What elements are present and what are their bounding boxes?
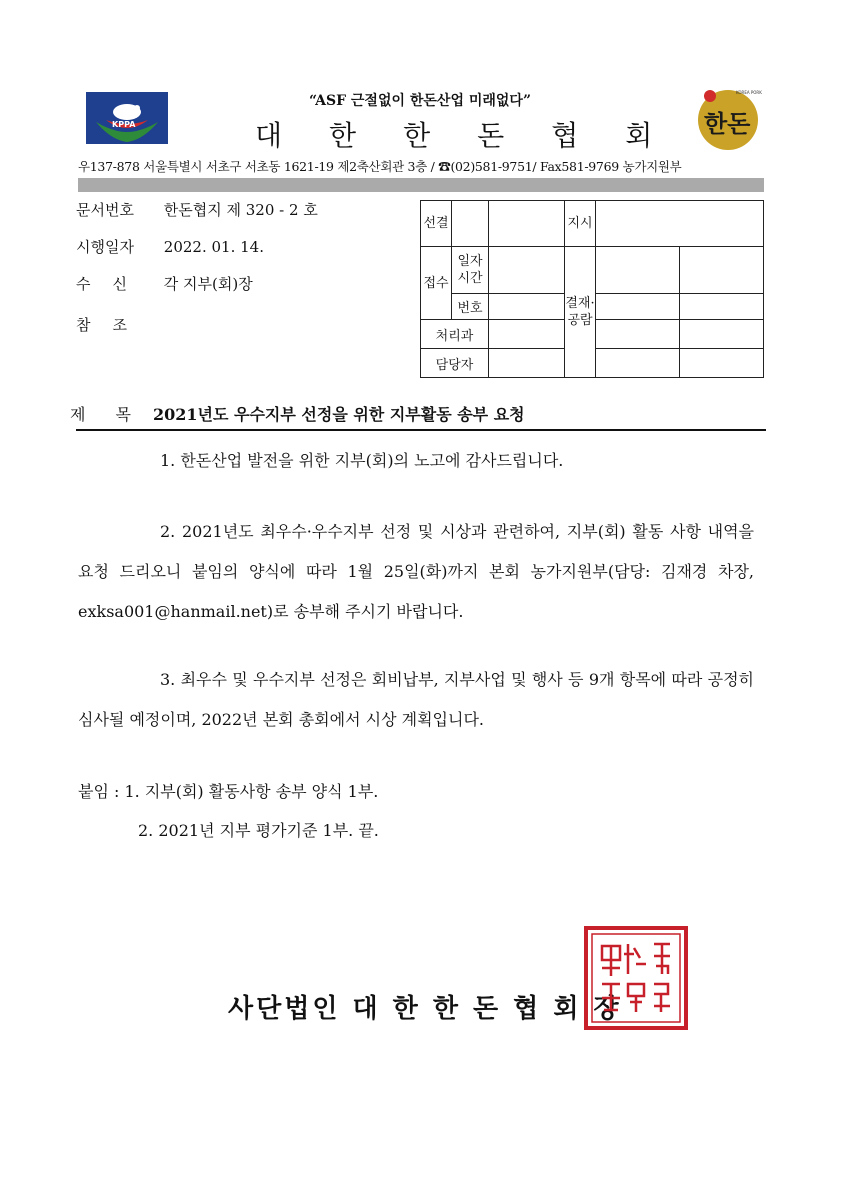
handon-logo-subtext: KOREA PORK <box>736 90 762 95</box>
subject-row <box>70 402 525 425</box>
body-paragraph-3: 3. 최우수 및 우수지부 선정은 회비납부, 지부사업 및 행사 등 9개 항목에 따라 공정히 심사될 예정이며, 2022년 본회 총회에서 시상 계획입니다. <box>78 670 754 729</box>
attachment-line-1: 붙임 : 1. 지부(회) 활동사항 송부 양식 1부. <box>78 782 379 801</box>
review-field-7 <box>596 349 680 378</box>
review-field-8 <box>680 349 764 378</box>
document-number-row <box>76 199 318 220</box>
kppa-logo-text: KPPA <box>112 120 136 129</box>
date-time-field <box>489 247 565 294</box>
handon-logo <box>692 84 764 152</box>
sender-name: 사단법인 대 한 한 돈 협 회 장 <box>228 994 622 1024</box>
subject-text: 2021년도 우수지부 선정을 위한 지부활동 송부 요청 <box>153 405 525 424</box>
person-in-charge-cell: 담당자 <box>421 349 489 378</box>
processing-dept-field <box>489 320 565 349</box>
directive-cell: 지시 <box>565 201 596 247</box>
review-field-6 <box>680 320 764 349</box>
recipient-row <box>76 273 253 294</box>
body-paragraph-1: 1. 한돈산업 발전을 위한 지부(회)의 노고에 감사드립니다. <box>160 451 564 470</box>
directive-field <box>596 201 764 247</box>
issue-date-row <box>76 236 264 257</box>
issue-date-label: 시행일자 <box>76 238 134 256</box>
blank-cell <box>489 201 565 247</box>
handon-logo-text: 한돈 <box>704 109 751 138</box>
document-number-label: 문서번호 <box>76 201 134 219</box>
review-field-4 <box>680 294 764 320</box>
recipient-value: 각 지부(회)장 <box>163 275 253 293</box>
review-field-2 <box>680 247 764 294</box>
issue-date-value: 2022. 01. 14. <box>163 238 264 256</box>
official-seal <box>584 926 688 1030</box>
date-time-cell: 일자 시간 <box>452 247 489 294</box>
reference-label: 참조 <box>76 316 149 334</box>
reference-row <box>76 314 159 335</box>
person-in-charge-field <box>489 349 565 378</box>
address-line: 우137-878 서울특별시 서초구 서초동 1621-19 제2축산회관 3층 / ☎(02)581-9751/ Fax581-9769 농가지원부 <box>78 159 682 174</box>
review-field-3 <box>596 294 680 320</box>
attachment-line-2: 2. 2021년 지부 평가기준 1부. 끝. <box>138 821 379 840</box>
slogan: “ASF 근절없이 한돈산업 미래없다” <box>309 93 531 109</box>
receipt-cell: 접수 <box>421 247 452 320</box>
processing-dept-cell: 처리과 <box>421 320 489 349</box>
approval-box <box>420 200 764 377</box>
review-field-5 <box>596 320 680 349</box>
number-field <box>489 294 565 320</box>
organization-title: 대한한돈협회 <box>255 119 700 152</box>
kppa-logo <box>86 92 168 144</box>
prior-approval-cell: 선결 <box>421 201 452 247</box>
review-field-1 <box>596 247 680 294</box>
review-circulation-cell: 결재·공람 <box>565 247 596 378</box>
subject-rule <box>76 429 766 431</box>
subject-label: 제목 <box>70 405 161 424</box>
recipient-label: 수신 <box>76 275 149 293</box>
prior-approval-field <box>452 201 489 247</box>
document-number-value: 한돈협지 제 320 - 2 호 <box>163 201 318 219</box>
header-divider-bar <box>78 178 764 192</box>
body-paragraph-2: 2. 2021년도 최우수·우수지부 선정 및 시상과 관련하여, 지부(회) 활동 사항 내역을 요청 드리오니 붙임의 양식에 따라 1월 25일(화)까지 본회 농가지원부(담당: 김재경 차장, exksa001@hanmail.net)로 송부해 주시기 바랍니다. <box>78 522 754 621</box>
number-cell: 번호 <box>452 294 489 320</box>
